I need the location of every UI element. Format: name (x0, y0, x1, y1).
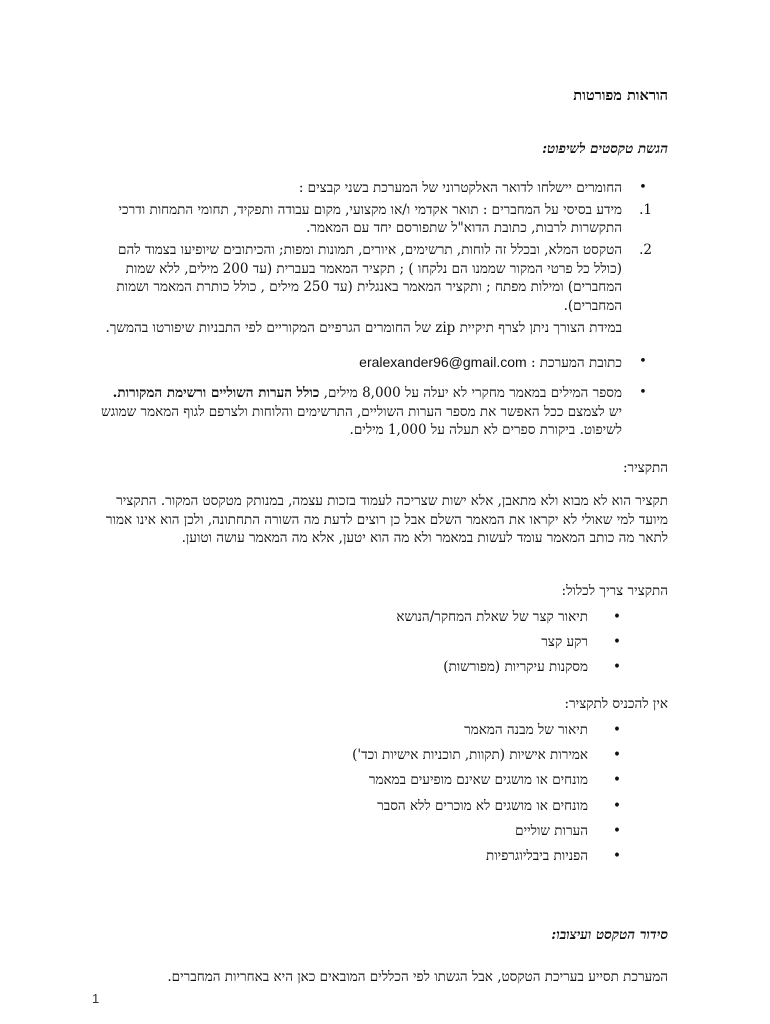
bullet-icon: • (613, 772, 621, 789)
zip-note (96, 319, 668, 338)
list-item-text: הפניות ביבליוגרפיות (486, 847, 588, 864)
list-item-text: מונחים או מושגים לא מוכרים ללא הסבר (377, 797, 588, 814)
list-item-text: אמירות אישיות (תקוות, תוכניות אישיות וכד') (352, 747, 588, 764)
exclude-heading: אין להכניס לתקציר: (564, 696, 668, 712)
abstract-heading: התקציר: (622, 460, 668, 476)
list-item (96, 746, 668, 771)
send-intro-text: החומרים יישלחו לדואר האלקטרוני של המערכת בשני קבצים : (298, 180, 622, 196)
bullet-icon: • (613, 609, 621, 625)
bullet-icon: • (639, 180, 647, 195)
item-text: מידע בסיסי על המחברים : תואר אקדמי ו/או מקצועי, מקום עבודה ותפקיד, תחומי התמחות ודרכי התקשרות לרבות, כתובת הדוא"ל שתפורסם יחד עם המאמר. (118, 201, 622, 237)
bullet-icon: • (613, 822, 621, 839)
exclude-list (96, 721, 668, 872)
item-number: 2. (639, 241, 652, 258)
submission-heading: הגשת טקסטים לשיפוט: (542, 141, 668, 157)
layout-heading: סידור הטקסט ועיצובו: (551, 927, 668, 943)
list-item (96, 847, 668, 872)
layout-paragraph: המערכת תסייע בעריכת הטקסט, אבל הגשתו לפי הכללים המובאים כאן היא באחריות המחברים. (167, 969, 668, 985)
word-count-rule (96, 384, 668, 440)
list-item-text: תיאור קצר של שאלת המחקר/הנושא (396, 609, 588, 625)
item-number: 1. (639, 201, 652, 218)
bullet-word-count (96, 384, 668, 440)
word-count-rest: יש לצמצם ככל האפשר את מספר הערות השוליים, התרשימים והלוחות ולצרפם לגוף המאמר שמוגש לשיפוט. ביקורת ספרים לא תעלה על 1,000 מילים. (101, 403, 622, 439)
list-item-text: מונחים או מושגים שאינם מופיעים במאמר (368, 772, 588, 789)
bullet-icon: • (639, 354, 647, 369)
list-item (96, 608, 668, 633)
abstract-paragraph: תקציר הוא לא מבוא ולא מתאבן, אלא ישות שצריכה לעמוד בזכות עצמה, במנותק מטקסט המקור. התקציר מיועד למי שאולי לא יקראו את המאמר השלם אבל כן רוצים לדעת מה השורה התחתונה, ולכן הוא אינו אמור לתאר מה כותב המאמר עומד לעשות במאמר ולא מה הוא יטען, אלא מה המאמר עושה וטוען. (105, 493, 668, 547)
include-list (96, 608, 668, 684)
bullet-icon: • (613, 722, 621, 738)
bullet-email (96, 353, 668, 373)
list-item-text: רקע קצר (541, 634, 588, 651)
numbered-item-2 (96, 241, 668, 316)
numbered-item-1 (96, 201, 668, 238)
item-text: הטקסט המלא, ובכלל זה לוחות, תרשימים, איורים, תמונות ומפות; והכיתובים שיופיעו בצמוד להם (כולל כל פרטי המקור שממנו הם נלקחו ) ; תקציר המאמר בעברית (עד 200 מילים, ללא שמות המחברים) ומילות מפתח ; ותקציר המאמר באנגלית (עד 250 מילים , כולל כותרת המאמר ושמות המחברים). (116, 241, 622, 314)
list-item (96, 721, 668, 746)
bullet-icon: • (613, 797, 621, 814)
list-item (96, 822, 668, 847)
bullet-icon: • (613, 659, 621, 676)
list-item-text: תיאור של מבנה המאמר (464, 722, 588, 738)
bullet-icon: • (613, 847, 621, 864)
list-item-text: הערות שוליים (515, 822, 588, 839)
bullet-icon: • (639, 385, 647, 400)
page-number: 1 (92, 991, 100, 1006)
zip-note-text: במידת הצורך ניתן לצרף תיקיית zip של החומרים הגרפיים המקוריים לפי התבניות שיפורטו בהמשך. (105, 320, 622, 337)
send-instructions (96, 179, 668, 338)
word-count-bold: כולל הערות השוליים ורשימת המקורות. (112, 385, 320, 401)
email-link[interactable]: eralexander96@gmail.com (359, 354, 527, 370)
include-heading: התקציר צריך לכלול: (561, 583, 668, 599)
list-item (96, 633, 668, 658)
list-item (96, 797, 668, 822)
bullet-icon: • (613, 634, 621, 651)
bullet-send-intro (96, 179, 668, 198)
page-title: הוראות מפורטות (573, 87, 668, 104)
word-count-text: מספר המילים במאמר מחקרי לא יעלה על 8,000 מילים, (319, 385, 622, 401)
bullet-icon: • (613, 747, 621, 764)
list-item (96, 771, 668, 796)
email-line (96, 353, 668, 373)
list-item-text: מסקנות עיקריות (מפורשות) (443, 659, 588, 676)
list-item (96, 658, 668, 683)
email-label: כתובת המערכת : (530, 355, 622, 371)
